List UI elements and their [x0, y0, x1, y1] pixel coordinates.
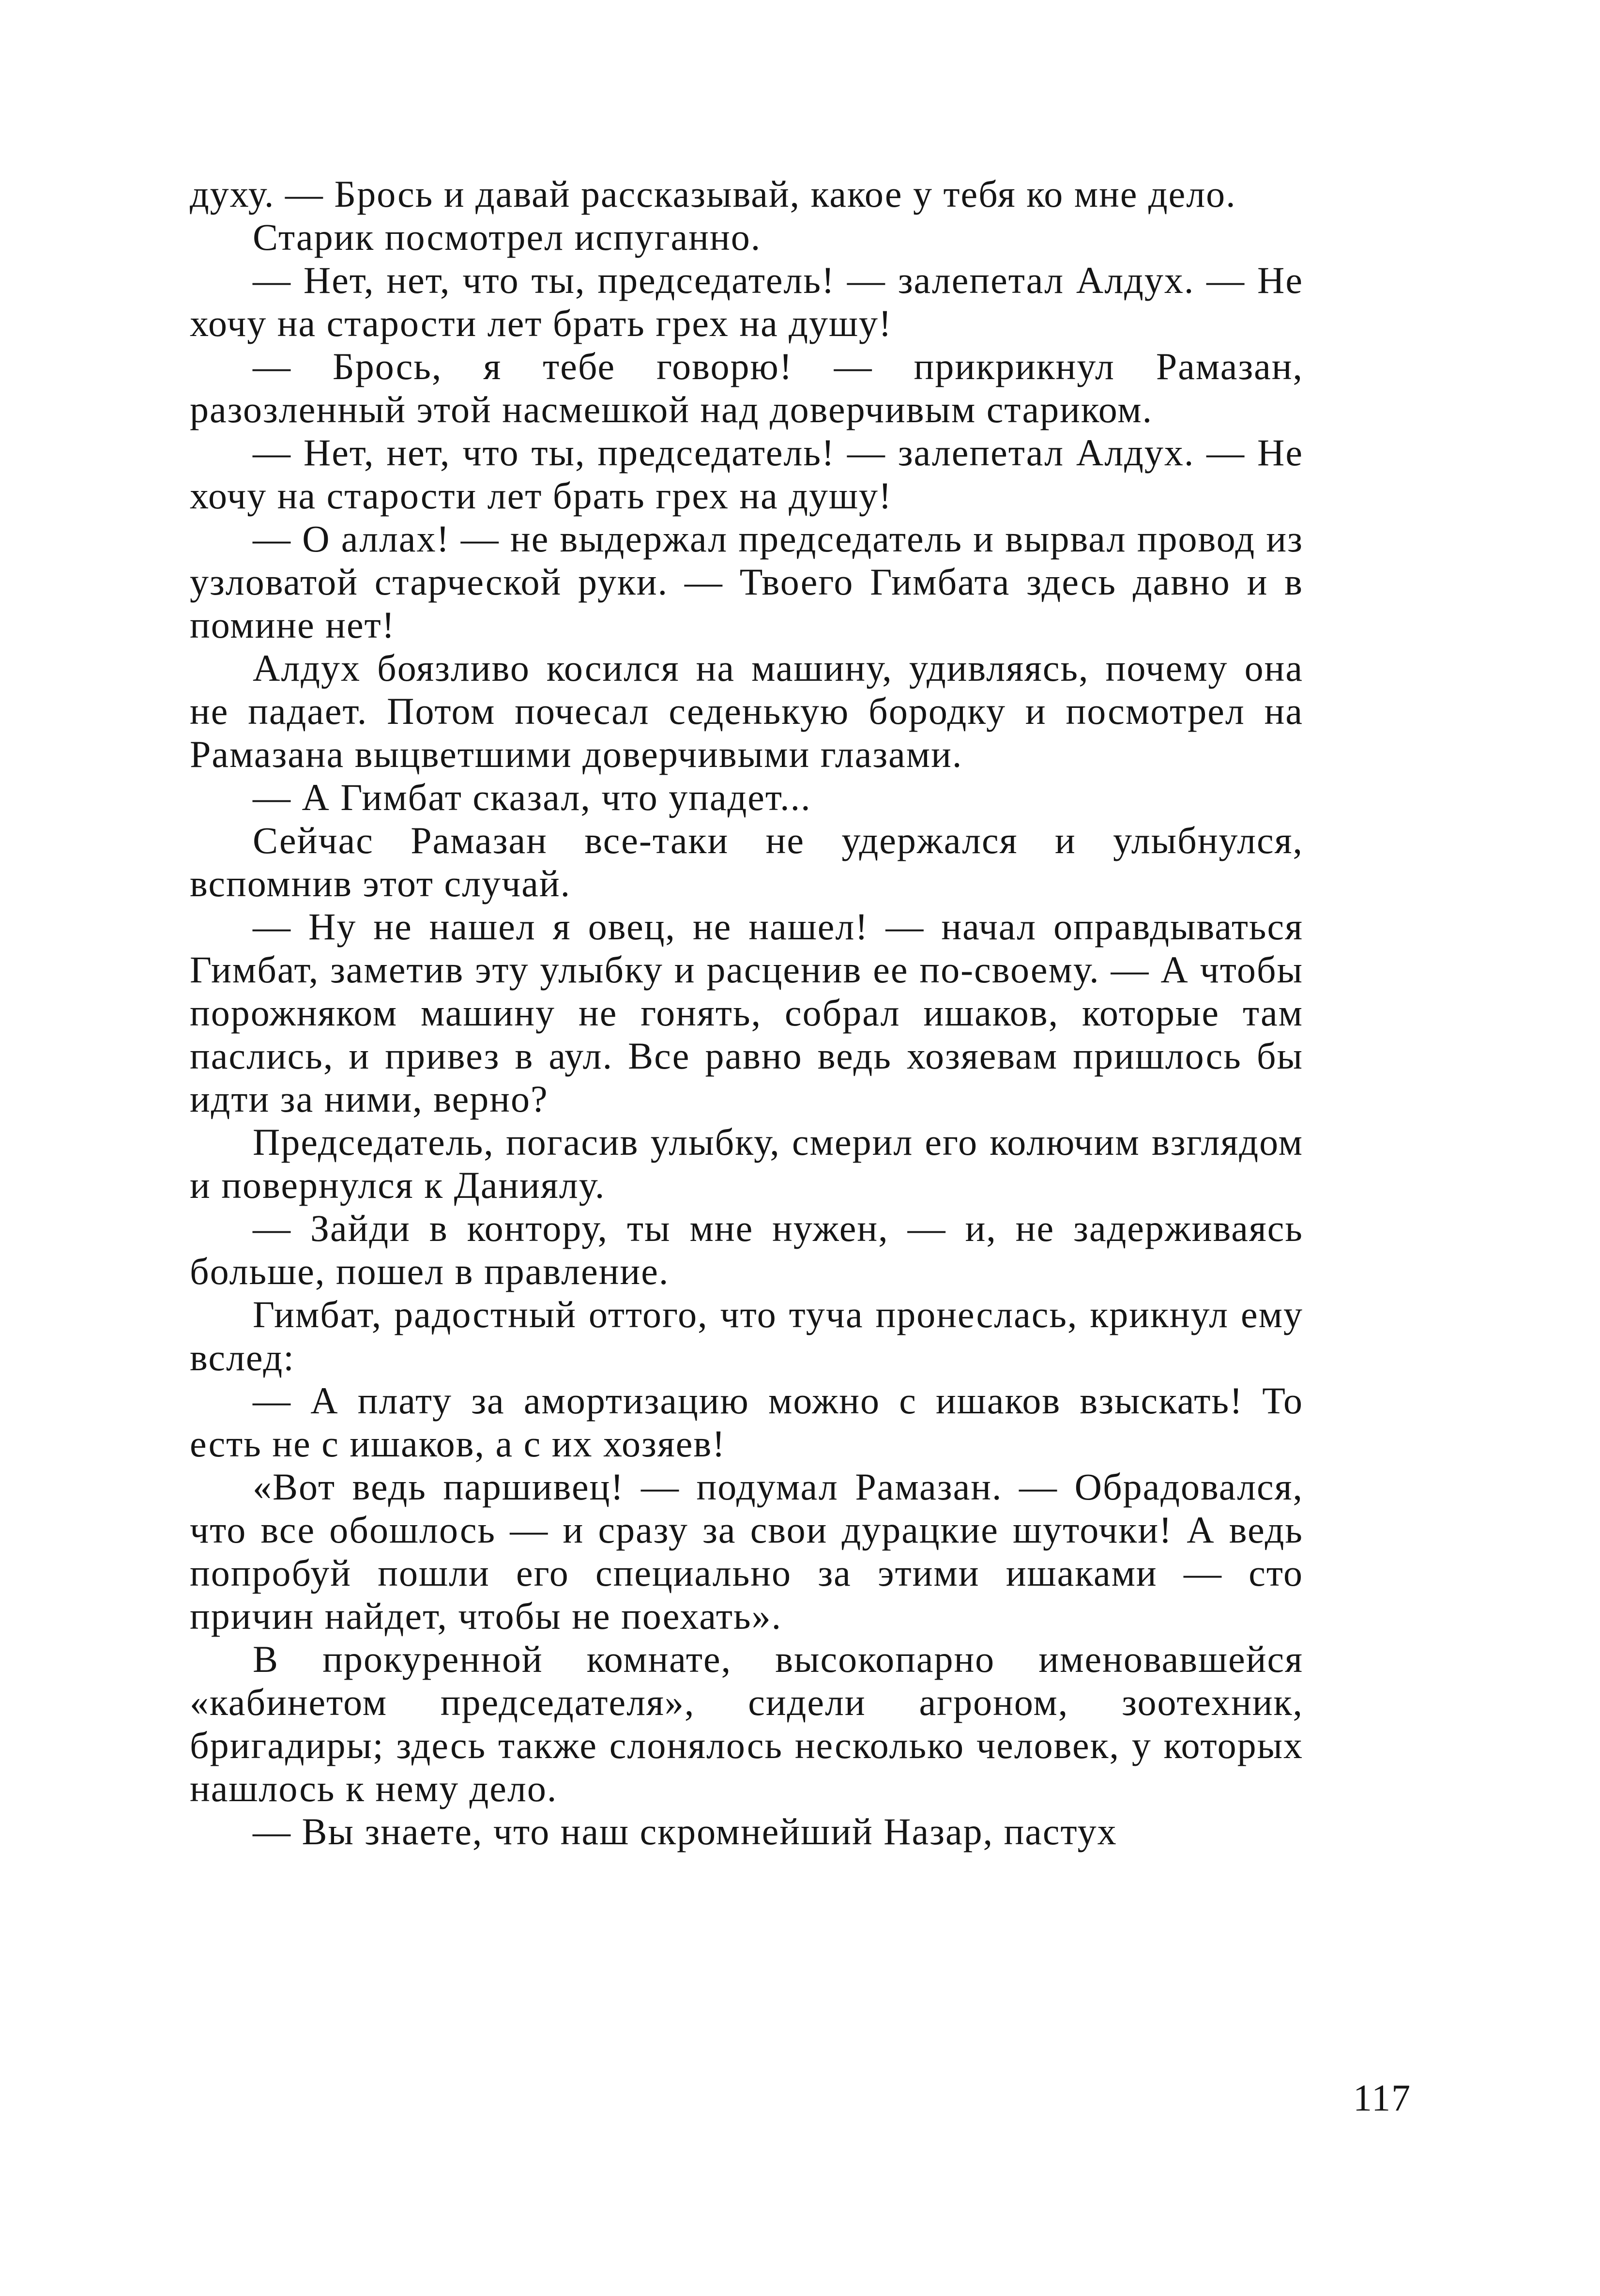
paragraph: — Ну не нашел я овец, не нашел! — начал оправдываться Гимбат, заметив эту улыбку и расценив ее по-своему. — А чтобы порожняком машину не гонять, собрал ишаков, которые там паслись, и привез в аул. Все равно ведь хозяевам пришлось бы идти за ними, верно?	[190, 905, 1303, 1120]
paragraph: Сейчас Рамазан все-таки не удержался и улыбнулся, вспомнив этот случай.	[190, 819, 1303, 904]
paragraph: «Вот ведь паршивец! — подумал Рамазан. — Обрадовался, что все обошлось — и сразу за свои дурацкие шуточки! А ведь попробуй пошли его специально за этими ишаками — сто причин найдет, чтобы не поехать».	[190, 1466, 1303, 1637]
paragraph: духу. — Брось и давай рассказывай, какое у тебя ко мне дело.	[190, 173, 1236, 215]
paragraph: — А плату за амортизацию можно с ишаков взыскать! То есть не с ишаков, а с их хозяев!	[190, 1379, 1303, 1465]
page-number: 117	[1353, 2077, 1412, 2119]
paragraph: — Нет, нет, что ты, председатель! — залепетал Алдух. — Не хочу на старости лет брать грех на душу!	[190, 431, 1303, 517]
paragraph: — О аллах! — не выдержал председатель и вырвал провод из узловатой старческой руки. — Твоего Гимбата здесь давно и в помине нет!	[190, 518, 1303, 646]
paragraph: Старик посмотрел испуганно.	[253, 216, 762, 258]
page-text	[190, 172, 1303, 1853]
paragraph: Председатель, погасив улыбку, смерил его колючим взглядом и повернулся к Даниялу.	[190, 1121, 1303, 1206]
paragraph: — Нет, нет, что ты, председатель! — залепетал Алдух. — Не хочу на старости лет брать грех на душу!	[190, 259, 1303, 344]
paragraph: — Зайди в контору, ты мне нужен, — и, не задерживаясь больше, пошел в правление.	[190, 1207, 1303, 1292]
paragraph: — А Гимбат сказал, что упадет...	[253, 776, 811, 818]
paragraph: Гимбат, радостный оттого, что туча пронеслась, крикнул ему вслед:	[190, 1293, 1303, 1378]
paragraph: В прокуренной комнате, высокопарно именовавшейся «кабинетом председателя», сидели агроном, зоотехник, бригадиры; здесь также слонялось несколько человек, у которых нашлось к нему дело.	[190, 1638, 1303, 1809]
paragraph: — Брось, я тебе говорю! — прикрикнул Рамазан, разозленный этой насмешкой над доверчивым стариком.	[190, 345, 1303, 430]
paragraph: Алдух боязливо косился на машину, удивляясь, почему она не падает. Потом почесал седенькую бородку и посмотрел на Рамазана выцветшими доверчивыми глазами.	[190, 647, 1303, 775]
paragraph: — Вы знаете, что наш скромнейший Назар, пастух	[253, 1810, 1117, 1852]
